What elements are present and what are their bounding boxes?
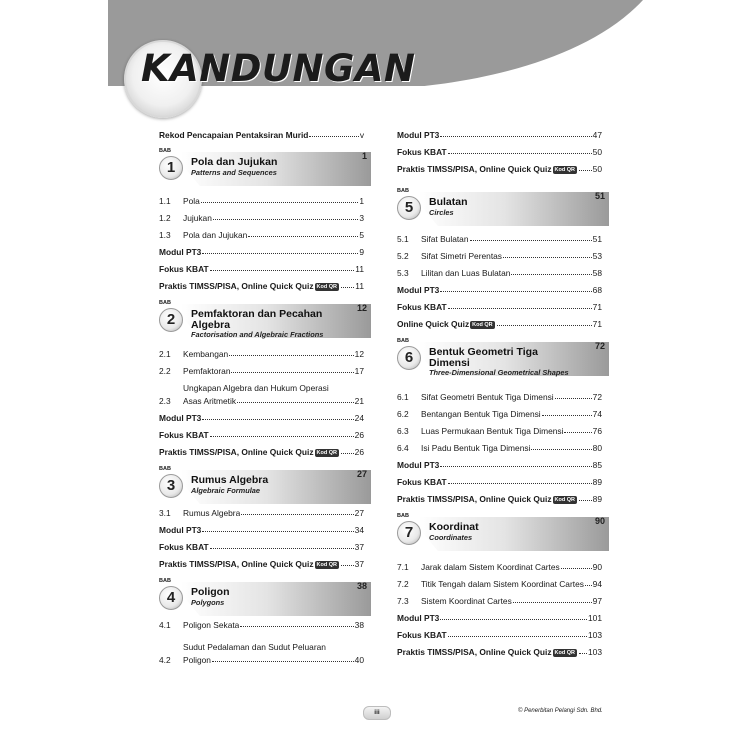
chapter-number-badge: 1 bbox=[159, 156, 183, 180]
entry-page: 11 bbox=[355, 281, 364, 291]
entry-number: 6.3 bbox=[397, 426, 409, 436]
dot-leader bbox=[448, 308, 592, 309]
entry-label: Fokus KBAT bbox=[159, 542, 209, 552]
entry-page: 11 bbox=[355, 264, 364, 274]
entry-page: 58 bbox=[592, 268, 602, 278]
dot-leader bbox=[210, 270, 355, 271]
entry-number: 5.3 bbox=[397, 268, 409, 278]
dot-leader bbox=[448, 636, 587, 637]
entry-number: 4.1 bbox=[159, 620, 171, 630]
chapter-title: Koordinat bbox=[429, 521, 479, 533]
entry-number: 1.1 bbox=[159, 196, 171, 206]
toc-entry bbox=[397, 317, 602, 329]
chapter-subtitle: Three-Dimensional Geometrical Shapes bbox=[429, 368, 569, 377]
bab-label: BAB bbox=[159, 466, 171, 472]
entry-label: Asas Aritmetik bbox=[183, 396, 237, 406]
dot-leader bbox=[213, 219, 358, 220]
entry-label: Lilitan dan Luas Bulatan bbox=[421, 268, 511, 278]
entry-page: 76 bbox=[592, 426, 602, 436]
entry-number: 6.2 bbox=[397, 409, 409, 419]
dot-leader bbox=[542, 415, 592, 416]
chapter-header bbox=[397, 188, 609, 232]
entry-page: 1 bbox=[359, 196, 364, 206]
toc-entry bbox=[159, 653, 364, 665]
dot-leader bbox=[309, 136, 358, 137]
toc-entry bbox=[397, 577, 602, 589]
toc-entry bbox=[159, 506, 364, 518]
dot-leader bbox=[440, 136, 591, 137]
entry-label: Praktis TIMSS/PISA, Online Quick Quiz bbox=[159, 281, 314, 291]
entry-page: 38 bbox=[354, 620, 364, 630]
entry-label: Fokus KBAT bbox=[397, 147, 447, 157]
entry-label: Praktis TIMSS/PISA, Online Quick Quiz bbox=[159, 559, 314, 569]
dot-leader bbox=[513, 602, 592, 603]
entry-page: 68 bbox=[592, 285, 602, 295]
entry-label: Fokus KBAT bbox=[397, 302, 447, 312]
entry-page: 51 bbox=[592, 234, 602, 244]
toc-entry bbox=[159, 618, 364, 630]
chapter-page: 12 bbox=[356, 303, 367, 313]
entry-label: Modul PT3 bbox=[159, 525, 202, 535]
dot-leader bbox=[440, 466, 591, 467]
entry-page: 53 bbox=[592, 251, 602, 261]
entry-label: Jarak dalam Sistem Koordinat Cartes bbox=[421, 562, 560, 572]
entry-number: 7.3 bbox=[397, 596, 409, 606]
toc-entry bbox=[397, 594, 602, 606]
entry-label: Praktis TIMSS/PISA, Online Quick Quiz bbox=[397, 164, 552, 174]
chapter-subtitle: Algebraic Formulae bbox=[191, 486, 260, 495]
entry-page: 24 bbox=[354, 413, 364, 423]
chapter-number-badge: 4 bbox=[159, 586, 183, 610]
kod-qr-badge: Kod QR bbox=[316, 562, 337, 568]
dot-leader bbox=[448, 483, 592, 484]
entry-page: 47 bbox=[592, 130, 602, 140]
entry-label: Praktis TIMSS/PISA, Online Quick Quiz bbox=[397, 647, 552, 657]
dot-leader bbox=[503, 257, 592, 258]
bab-label: BAB bbox=[159, 300, 171, 306]
entry-label: Rekod Pencapaian Pentaksiran Murid bbox=[159, 130, 309, 140]
dot-leader bbox=[241, 514, 353, 515]
toc-entry bbox=[159, 128, 364, 140]
entry-page: 97 bbox=[592, 596, 602, 606]
entry-label: Modul PT3 bbox=[159, 247, 202, 257]
entry-label: Sifat Simetri Perentas bbox=[421, 251, 502, 261]
toc-entry bbox=[397, 283, 602, 295]
entry-label: Isi Padu Bentuk Tiga Dimensi bbox=[421, 443, 531, 453]
entry-number: 2.3 bbox=[159, 396, 171, 406]
entry-number: 7.1 bbox=[397, 562, 409, 572]
toc-entry bbox=[159, 445, 364, 457]
bab-label: BAB bbox=[397, 188, 409, 194]
toc-entry bbox=[397, 560, 602, 572]
entry-number: 4.2 bbox=[159, 655, 171, 665]
chapter-header bbox=[159, 466, 371, 510]
entry-label: Fokus KBAT bbox=[159, 264, 209, 274]
toc-entry bbox=[397, 128, 602, 140]
entry-label: Fokus KBAT bbox=[159, 430, 209, 440]
entry-number: 2.1 bbox=[159, 349, 171, 359]
entry-number: 6.1 bbox=[397, 392, 409, 402]
entry-page: 71 bbox=[592, 302, 602, 312]
dot-leader bbox=[497, 325, 592, 326]
toc-entry bbox=[397, 492, 602, 504]
entry-label: Sifat Bulatan bbox=[421, 234, 469, 244]
toc-entry bbox=[397, 645, 602, 657]
entry-label: Fokus KBAT bbox=[397, 477, 447, 487]
entry-page: 17 bbox=[354, 366, 364, 376]
entry-page: v bbox=[359, 130, 364, 140]
dot-leader bbox=[555, 398, 592, 399]
entry-label: Modul PT3 bbox=[397, 285, 440, 295]
toc-entry bbox=[397, 475, 602, 487]
chapter-page: 27 bbox=[356, 469, 367, 479]
entry-page: 3 bbox=[359, 213, 364, 223]
toc-entry bbox=[159, 411, 364, 423]
chapter-subtitle: Circles bbox=[429, 208, 454, 217]
kod-qr-badge: Kod QR bbox=[316, 450, 337, 456]
toc-entry bbox=[159, 364, 364, 376]
bab-label: BAB bbox=[397, 513, 409, 519]
dot-leader bbox=[202, 253, 358, 254]
entry-page: 72 bbox=[592, 392, 602, 402]
chapter-subtitle: Factorisation and Algebraic Fractions bbox=[191, 330, 324, 339]
toc-entry bbox=[159, 394, 364, 406]
toc-entry bbox=[159, 262, 364, 274]
entry-page: 80 bbox=[592, 443, 602, 453]
entry-label: Modul PT3 bbox=[159, 413, 202, 423]
entry-page: 89 bbox=[592, 477, 602, 487]
toc-entry bbox=[397, 266, 602, 278]
page-title: KANDUNGAN bbox=[141, 47, 416, 90]
dot-leader bbox=[248, 236, 358, 237]
entry-label: Kembangan bbox=[183, 349, 229, 359]
chapter-subtitle: Patterns and Sequences bbox=[191, 168, 277, 177]
entry-page: 89 bbox=[592, 494, 602, 504]
entry-label: Fokus KBAT bbox=[397, 630, 447, 640]
chapter-number-badge: 6 bbox=[397, 346, 421, 370]
entry-label: Online Quick Quiz bbox=[397, 319, 470, 329]
dot-leader bbox=[341, 453, 354, 454]
chapter-title: Pemfaktoran dan Pecahan bbox=[191, 308, 323, 320]
toc-entry bbox=[159, 279, 364, 291]
toc-entry bbox=[397, 407, 602, 419]
kod-qr-badge: Kod QR bbox=[554, 167, 575, 173]
dot-leader bbox=[229, 355, 354, 356]
entry-page: 12 bbox=[354, 349, 364, 359]
entry-page: 37 bbox=[354, 542, 364, 552]
chapter-number-badge: 3 bbox=[159, 474, 183, 498]
entry-page: 26 bbox=[354, 447, 364, 457]
dot-leader bbox=[240, 626, 353, 627]
chapter-header bbox=[397, 513, 609, 557]
bab-label: BAB bbox=[397, 338, 409, 344]
toc-entry bbox=[159, 211, 364, 223]
copyright: © Penerbitan Pelangi Sdn. Bhd. bbox=[518, 708, 603, 714]
entry-label: Modul PT3 bbox=[397, 130, 440, 140]
chapter-page: 72 bbox=[594, 341, 605, 351]
kod-qr-badge: Kod QR bbox=[316, 284, 337, 290]
entry-label: Modul PT3 bbox=[397, 460, 440, 470]
chapter-subtitle: Polygons bbox=[191, 598, 225, 607]
chapter-number-badge: 7 bbox=[397, 521, 421, 545]
chapter-page: 38 bbox=[356, 581, 367, 591]
dot-leader bbox=[202, 419, 353, 420]
dot-leader bbox=[579, 500, 592, 501]
chapter-title: Pola dan Jujukan bbox=[191, 156, 278, 168]
entry-page: 71 bbox=[592, 319, 602, 329]
dot-leader bbox=[470, 240, 592, 241]
chapter-page: 51 bbox=[594, 191, 605, 201]
chapter-number-badge: 2 bbox=[159, 308, 183, 332]
dot-leader bbox=[237, 402, 354, 403]
entry-label: Pola bbox=[183, 196, 200, 206]
toc-entry bbox=[397, 249, 602, 261]
entry-page: 85 bbox=[592, 460, 602, 470]
entry-label: Pola dan Jujukan bbox=[183, 230, 248, 240]
toc-entry bbox=[159, 540, 364, 552]
entry-number: 5.2 bbox=[397, 251, 409, 261]
bab-label: BAB bbox=[159, 578, 171, 584]
dot-leader bbox=[231, 372, 353, 373]
entry-page: 37 bbox=[354, 559, 364, 569]
dot-leader bbox=[210, 548, 354, 549]
toc-entry bbox=[159, 194, 364, 206]
dot-leader bbox=[341, 565, 354, 566]
chapter-title: Poligon bbox=[191, 586, 230, 598]
dot-leader bbox=[440, 619, 587, 620]
entry-label-first-line: Ungkapan Algebra dan Hukum Operasi bbox=[183, 383, 329, 393]
entry-page: 74 bbox=[592, 409, 602, 419]
dot-leader bbox=[511, 274, 591, 275]
entry-number: 2.2 bbox=[159, 366, 171, 376]
dot-leader bbox=[531, 449, 591, 450]
toc-entry bbox=[159, 347, 364, 359]
entry-page: 50 bbox=[592, 147, 602, 157]
entry-page: 50 bbox=[592, 164, 602, 174]
entry-page: 103 bbox=[588, 647, 602, 657]
entry-page: 101 bbox=[588, 613, 602, 623]
toc-entry bbox=[397, 441, 602, 453]
toc-entry bbox=[397, 458, 602, 470]
dot-leader bbox=[585, 585, 592, 586]
kod-qr-badge: Kod QR bbox=[554, 650, 575, 656]
dot-leader bbox=[210, 436, 354, 437]
toc-entry bbox=[159, 428, 364, 440]
toc-entry bbox=[159, 228, 364, 240]
entry-page: 90 bbox=[592, 562, 602, 572]
chapter-title: Bulatan bbox=[429, 196, 468, 208]
entry-page: 94 bbox=[592, 579, 602, 589]
entry-label: Praktis TIMSS/PISA, Online Quick Quiz bbox=[159, 447, 314, 457]
entry-page: 21 bbox=[354, 396, 364, 406]
toc-entry bbox=[397, 628, 602, 640]
entry-page: 40 bbox=[354, 655, 364, 665]
toc-entry bbox=[159, 523, 364, 535]
dot-leader bbox=[440, 291, 591, 292]
toc-entry bbox=[397, 232, 602, 244]
chapter-header bbox=[397, 338, 609, 382]
toc-entry bbox=[397, 145, 602, 157]
entry-label: Bentangan Bentuk Tiga Dimensi bbox=[421, 409, 541, 419]
dot-leader bbox=[579, 170, 592, 171]
entry-number: 7.2 bbox=[397, 579, 409, 589]
dot-leader bbox=[579, 653, 587, 654]
bab-label: BAB bbox=[159, 148, 171, 154]
chapter-title-line2: Dimensi bbox=[429, 357, 470, 369]
entry-label: Praktis TIMSS/PISA, Online Quick Quiz bbox=[397, 494, 552, 504]
dot-leader bbox=[201, 202, 359, 203]
toc-entry bbox=[159, 557, 364, 569]
kod-qr-badge: Kod QR bbox=[554, 497, 575, 503]
dot-leader bbox=[202, 531, 353, 532]
dot-leader bbox=[212, 661, 354, 662]
chapter-page: 1 bbox=[361, 151, 367, 161]
entry-number: 6.4 bbox=[397, 443, 409, 453]
toc-entry bbox=[159, 245, 364, 257]
entry-label: Rumus Algebra bbox=[183, 508, 241, 518]
chapter-header bbox=[159, 578, 371, 622]
entry-label: Jujukan bbox=[183, 213, 212, 223]
chapter-title: Bentuk Geometri Tiga bbox=[429, 346, 538, 358]
chapter-title: Rumus Algebra bbox=[191, 474, 269, 486]
entry-number: 1.2 bbox=[159, 213, 171, 223]
dot-leader bbox=[448, 153, 592, 154]
dot-leader bbox=[564, 432, 591, 433]
entry-label: Modul PT3 bbox=[397, 613, 440, 623]
entry-number: 5.1 bbox=[397, 234, 409, 244]
toc-entry bbox=[397, 424, 602, 436]
entry-number: 3.1 bbox=[159, 508, 171, 518]
entry-number: 1.3 bbox=[159, 230, 171, 240]
chapter-page: 90 bbox=[594, 516, 605, 526]
chapter-header bbox=[159, 148, 371, 192]
entry-page: 26 bbox=[354, 430, 364, 440]
entry-page: 27 bbox=[354, 508, 364, 518]
kod-qr-badge: Kod QR bbox=[472, 322, 493, 328]
page-number: iii bbox=[363, 706, 391, 720]
chapter-header bbox=[159, 300, 371, 344]
toc-entry bbox=[397, 611, 602, 623]
entry-label-first-line: Sudut Pedalaman dan Sudut Peluaran bbox=[183, 642, 326, 652]
dot-leader bbox=[561, 568, 592, 569]
entry-page: 9 bbox=[359, 247, 364, 257]
toc-entry bbox=[397, 162, 602, 174]
toc-entry bbox=[397, 300, 602, 312]
entry-label: Titik Tengah dalam Sistem Koordinat Cartes bbox=[421, 579, 584, 589]
chapter-title-line2: Algebra bbox=[191, 319, 231, 331]
entry-label: Poligon bbox=[183, 655, 211, 665]
entry-label: Sifat Geometri Bentuk Tiga Dimensi bbox=[421, 392, 554, 402]
entry-page: 5 bbox=[359, 230, 364, 240]
chapter-number-badge: 5 bbox=[397, 196, 421, 220]
dot-leader bbox=[341, 287, 354, 288]
toc-entry bbox=[397, 390, 602, 402]
entry-label: Poligon Sekata bbox=[183, 620, 240, 630]
entry-page: 34 bbox=[354, 525, 364, 535]
entry-label: Luas Permukaan Bentuk Tiga Dimensi bbox=[421, 426, 564, 436]
chapter-subtitle: Coordinates bbox=[429, 533, 473, 542]
entry-label: Sistem Koordinat Cartes bbox=[421, 596, 512, 606]
entry-label: Pemfaktoran bbox=[183, 366, 231, 376]
entry-page: 103 bbox=[588, 630, 602, 640]
